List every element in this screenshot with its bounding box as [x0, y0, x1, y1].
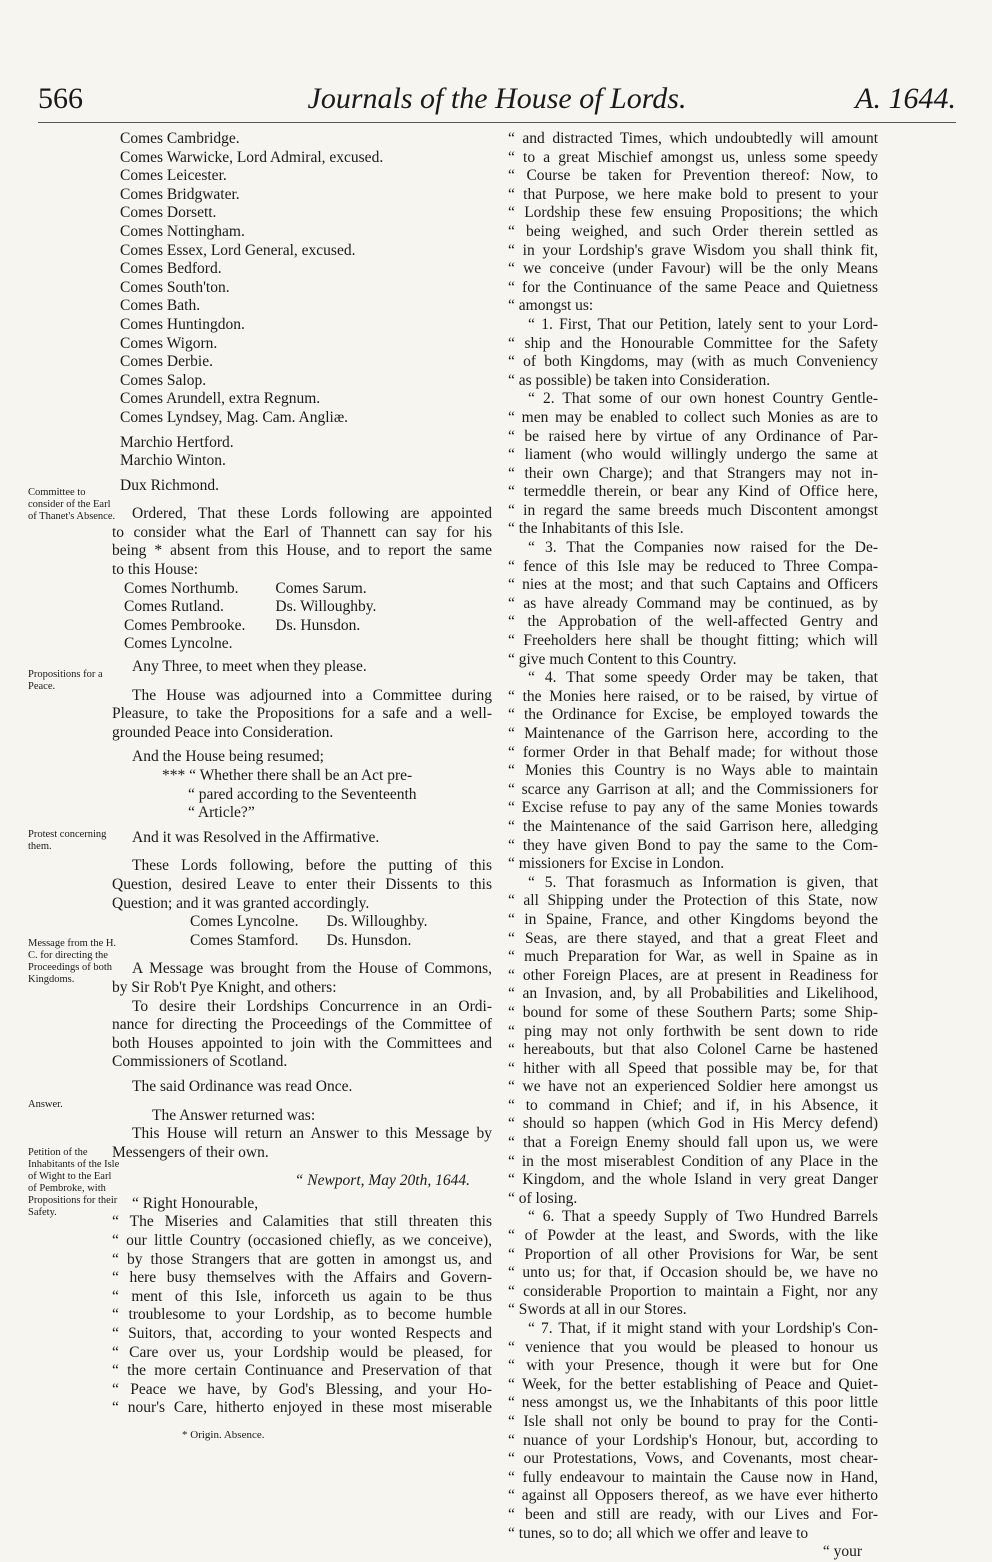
text-line: “ 1. First, That our Petition, lately sent to your Lord- [528, 315, 878, 333]
text-line: “ should so happen (which God in His Mercy defend) [508, 1115, 878, 1133]
text-line: “ nies at the most; and that such Captains and Officers [508, 576, 878, 594]
roll-entry: Marchio Hertford. [120, 433, 234, 451]
text-line: “ fence of this Isle may be reduced to Three Compa- [508, 557, 878, 575]
text-line: “ former Order in that Behalf made; for without those [508, 743, 878, 761]
text-line: “ Course be taken for Prevention thereof: Now, to [508, 167, 878, 185]
text-line: “ Isle shall not only be bound to pray for the Conti- [508, 1412, 878, 1430]
dissent-list: Comes Lyncolne. Comes Stamford. Ds. Willoughby. Ds. Hunsdon. [190, 913, 428, 949]
text-line: “ missioners for Excise in London. [508, 855, 725, 873]
text-line: “ Seas, are there stayed, and that a great Fleet and [508, 929, 878, 947]
roll-entry: Comes Lyndsey, Mag. Cam. Angliæ. [120, 408, 349, 426]
text-line: “ in regard the same breeds much Discontent amongst [508, 501, 878, 519]
text-line: “ as have already Command may be continued, as by [508, 594, 878, 612]
ordered-paragraph: Ordered, That these Lords following are appointed to consider what the Earl of Thannett can say for his being * absent from this House, and to report the same to this House: [112, 505, 492, 579]
text-line: “ give much Content to this Country. [508, 650, 737, 668]
roll-entry: Dux Richmond. [120, 476, 220, 494]
text-line: “ in your Lordship's grave Wisdom you shall think fit, [508, 241, 878, 259]
text-line: “ hither with all Speed that possible may be, for that [508, 1059, 878, 1077]
roll-entry: Marchio Winton. [120, 452, 226, 470]
roll-entry: Comes Bridgwater. [120, 185, 240, 203]
text-line: “ 2. That some of our own honest Country Gentle- [528, 390, 878, 408]
text-line: “ hereabouts, but that also Colonel Carne be hastened [508, 1041, 878, 1059]
text-line: “ to command in Chief; and if, in his Absence, it [508, 1096, 878, 1114]
roll-entry: Comes Essex, Lord General, excused. [120, 241, 356, 259]
text-line: “ the Approbation of the well-affected Gentry and [508, 613, 878, 631]
text-line: “ they have given Bond to pay the same to the Com- [508, 836, 878, 854]
catchword: “ your [822, 1543, 862, 1561]
roll-entry: Comes Arundell, extra Regnum. [120, 390, 321, 408]
text-line: “ considerable Proportion to maintain a Fight, nor any [508, 1282, 878, 1300]
margin-note-petition: Petition of the Inhabitants of the Isle of Wight to the Earl of Pembroke, with Propositions for their Safety. [28, 1147, 120, 1218]
text-line: “ been and still are ready, with our Lives and For- [508, 1505, 878, 1523]
margin-note-message: Message from the H. C. for directing the Proceedings of both Kingdoms. [28, 938, 117, 985]
letter-date: “ Newport, May 20th, 1644. [294, 1172, 470, 1190]
text-line: “ bound for some of these Southern Parts; some Ship- [508, 1003, 878, 1021]
protest-paragraph: These Lords following, before the putting of this Question, desired Leave to enter their Dissents to this Question; and it was granted accordingly. [112, 857, 492, 912]
committee-list: Comes Northumb. Comes Rutland. Comes Pembrooke. Comes Lyncolne. Comes Sarum. Ds. Willoughby. Ds. Hunsdon. [124, 579, 377, 653]
text-line: “ unto us; for that, if Occasion should be, we have no [508, 1264, 878, 1282]
text-line: “ tunes, so to do; all which we offer and leave to [508, 1524, 809, 1542]
roll-entry: Comes Warwicke, Lord Admiral, excused. [120, 148, 384, 166]
answer-returned: The Answer returned was: [152, 1106, 316, 1124]
page-number: 566 [38, 82, 83, 115]
text-line: “ all Shipping under the Protection of this State, now [508, 892, 878, 910]
text-line: “ with your Presence, though it were but for One [508, 1357, 878, 1375]
any-three: Any Three, to meet when they please. [132, 658, 367, 676]
text-line: “ amongst us: [508, 297, 594, 315]
text-line: “ Swords at all in our Stores. [508, 1301, 687, 1319]
text-line: “ that a Foreign Enemy should fall upon us, we were [508, 1134, 878, 1152]
roll-entry: Comes Cambridge. [120, 130, 240, 147]
text-line: “ be raised here by virtue of any Ordinance of Par- [508, 427, 878, 445]
header-rule [38, 122, 956, 123]
text-line: “ for the Continuance of the same Peace and Quietness [508, 278, 878, 296]
text-line: “ fully endeavour to maintain the Cause now in Hand, [508, 1468, 878, 1486]
roll-entry: Comes Huntingdon. [120, 315, 245, 333]
answer-paragraph: This House will return an Answer to this Message by Messengers of their own. [112, 1125, 492, 1161]
text-line: “ and distracted Times, which undoubtedly will amount [508, 130, 878, 147]
text-line: “ being weighed, and such Order therein settled as [508, 222, 878, 240]
letter-body: “ The Miseries and Calamities that still threaten this “ our little Country (occasioned chiefly, as we conceive), “ by those Strangers that are gotten in amongst us, and “ here busy themselves with the Affairs and Govern- “ ment of this Isle, inforceth us again to be thus “ troublesome to your Lordship, as to become humble “ Suitors, that, according to your wonted Respects and “ Care over us, your Lordship would be pleased, for “ the more certain Continuance and Preservation of that “ Peace we have, by God's Blessing, and your Ho- “ nour's Care, hitherto enjoyed in these most miserable [112, 1213, 492, 1417]
margin-note-protest: Protest concerning them. [28, 829, 107, 852]
text-line: “ as possible) be taken into Consideration. [508, 371, 771, 389]
text-line: “ ship and the Honourable Committee for the Safety [508, 334, 878, 352]
roll-entry: Comes Bath. [120, 297, 201, 315]
text-line: “ we have not an experienced Soldier here amongst us [508, 1078, 878, 1096]
roll-entry: Comes Salop. [120, 371, 207, 389]
text-line: “ 7. That, if it might stand with your Lordship's Con- [528, 1320, 878, 1337]
peers-roll [112, 130, 492, 495]
message-paragraph: A Message was brought from the House of Commons, by Sir Rob't Pye Knight, and others: To desire their Lordships Concurrence in an Ordi- nance for directing the Proceedings of the Committee of both Houses appointed to join with the Committees and Commissioners of Scotland. [112, 960, 492, 1071]
text-line: “ the Monies here raised, or to be raised, by virtue of [508, 687, 878, 705]
text-line: “ to a great Mischief amongst us, unless some speedy [508, 148, 878, 166]
question: *** “ Whether there shall be an Act pre- “ pared according to the Seventeenth “ Article?” [162, 767, 417, 822]
text-line: “ of Powder at the least, and Swords, with the like [508, 1227, 878, 1245]
roll-entry: Comes Bedford. [120, 260, 222, 278]
roll-entry: Comes South'ton. [120, 278, 230, 296]
footnote: * Origin. Absence. [182, 1429, 265, 1441]
ordinance-read: The said Ordinance was read Once. [132, 1077, 353, 1095]
text-line: “ nuance of your Lordship's Honour, but, according to [508, 1431, 878, 1449]
margin-note-propositions: Propositions for a Peace. [28, 669, 103, 692]
text-line: “ Monies this Country is no Ways able to maintain [508, 762, 878, 780]
text-line: “ Excise refuse to pay any of the same Monies towards [508, 799, 878, 817]
left-column [112, 130, 492, 1445]
right-column-text [508, 130, 878, 1543]
text-line: “ Proportion of all other Provisions for War, be sent [508, 1245, 878, 1263]
text-line: “ the Maintenance of the said Garrison here, alledging [508, 817, 878, 835]
text-line: “ Kingdom, and the whole Island in very great Danger [508, 1171, 878, 1189]
text-line: “ in the most miserablest Condition of any Place in the [508, 1152, 878, 1170]
text-line: “ Maintenance of the Garrison here, according to the [508, 725, 878, 742]
text-line: “ 4. That some speedy Order may be taken, that [528, 669, 878, 687]
page-header [38, 82, 956, 122]
margin-note-answer: Answer. [28, 1099, 63, 1110]
text-line: “ that Purpose, we here make bold to present to your [508, 185, 878, 203]
roll-entry: Comes Leicester. [120, 167, 227, 185]
text-line: “ our Protestations, Vows, and Covenants, most chear- [508, 1450, 878, 1468]
adjourned-paragraph: The House was adjourned into a Committee during Pleasure, to take the Propositions for a safe and a well- grounded Peace into Consideration. [112, 686, 492, 741]
text-line: “ other Foreign Places, are at present in Readiness for [508, 966, 878, 984]
text-line: “ the Inhabitants of this Isle. [508, 520, 684, 538]
margin-note-committee: Committee to consider of the Earl of Thanet's Absence. [28, 487, 116, 522]
roll-entry: Comes Dorsett. [120, 204, 217, 222]
text-line: “ termeddle therein, or bear any Kind of Office here, [508, 483, 878, 501]
text-line: “ men may be enabled to collect such Monies as are to [508, 408, 878, 426]
text-line: “ an Invasion, and, by all Probabilities and Likelihood, [508, 985, 878, 1003]
page-year: A. 1644. [855, 82, 956, 115]
text-line: “ in Spaine, France, and other Kingdoms beyond the [508, 910, 878, 928]
text-line: “ Freeholders here shall be thought fitting; which will [508, 632, 878, 650]
text-line: “ the Ordinance for Excise, be employed towards the [508, 706, 878, 724]
text-line: “ scarce any Garrison at all; and the Commissioners for [508, 780, 878, 798]
text-line: “ of losing. [508, 1189, 578, 1207]
text-line: “ much Preparation for War, as well in Spaine as in [508, 948, 878, 966]
text-line: “ against all Opposers thereof, as we have ever hitherto [508, 1487, 878, 1505]
roll-entry: Comes Nottingham. [120, 222, 245, 240]
right-column [508, 130, 878, 1562]
text-line: “ liament (who would willingly undergo the same at [508, 446, 878, 464]
roll-entry: Comes Derbie. [120, 353, 213, 371]
roll-entry: Comes Wigorn. [120, 334, 218, 352]
text-line: “ of both Kingdoms, may (with as much Conveniency [508, 353, 878, 371]
house-resumed: And the House being resumed; [132, 748, 324, 766]
text-line: “ their own Charge); and that Strangers may not in- [508, 464, 878, 482]
text-line: “ ping may not only forthwith be sent down to ride [508, 1022, 878, 1040]
page-title: Journals of the House of Lords. [307, 82, 687, 115]
text-line: “ venience that you would be pleased to honour us [508, 1338, 878, 1356]
letter-salutation: “ Right Honourable, [132, 1194, 259, 1212]
text-line: “ Lordship these few ensuing Propositions; the which [508, 204, 878, 222]
text-line: “ Week, for the better establishing of Peace and Quiet- [508, 1375, 878, 1393]
text-line: “ 6. That a speedy Supply of Two Hundred Barrels [528, 1208, 878, 1226]
text-line: “ 5. That forasmuch as Information is given, that [528, 873, 878, 891]
resolved: And it was Resolved in the Affirmative. [132, 828, 380, 846]
text-line: “ 3. That the Companies now raised for the De- [528, 539, 878, 557]
text-line: “ we conceive (under Favour) will be the only Means [508, 260, 878, 278]
text-line: “ ness amongst us, we the Inhabitants of this poor little [508, 1394, 878, 1412]
